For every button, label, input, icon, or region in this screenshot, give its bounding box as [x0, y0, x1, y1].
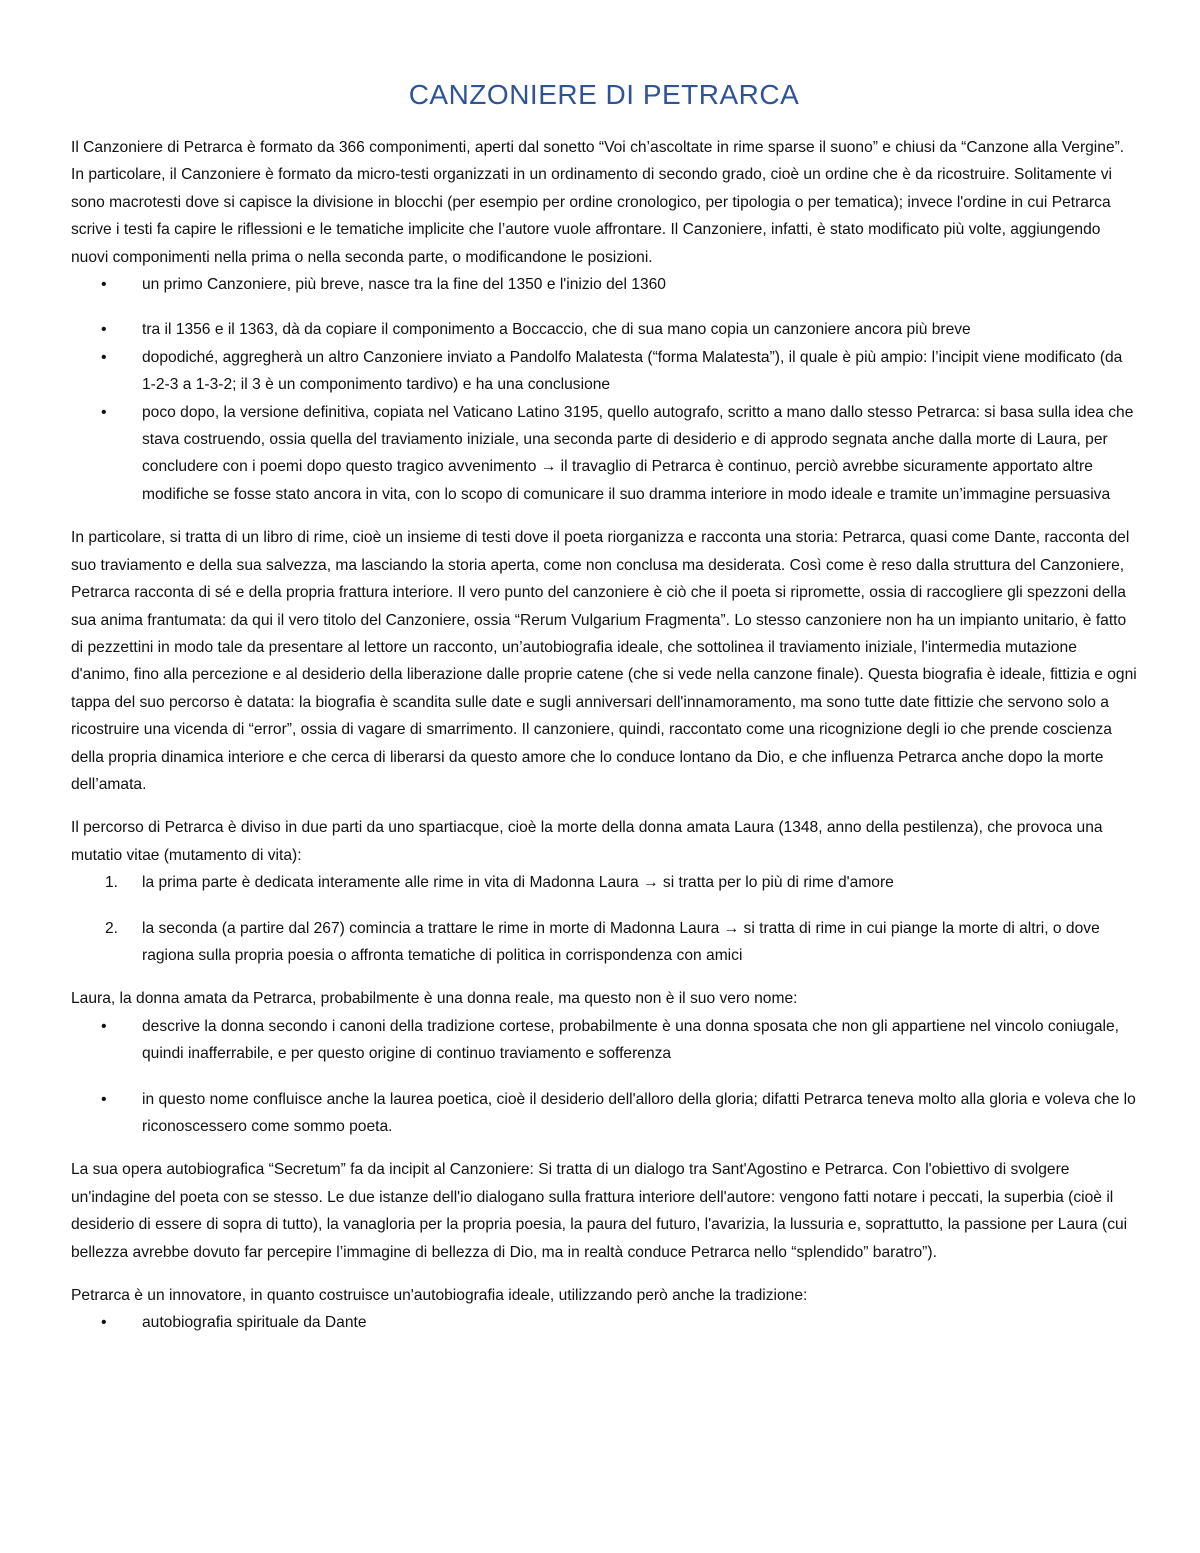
list-item [71, 271, 1137, 298]
list-item-text: la prima parte è dedicata interamente alle rime in vita di Madonna Laura → si tratta per lo più di rime d'amore [142, 874, 894, 892]
list-item-text: un primo Canzoniere, più breve, nasce tra la fine del 1350 e l'inizio del 1360 [142, 276, 666, 294]
list-item-text: dopodiché, aggregherà un altro Canzoniere inviato a Pandolfo Malatesta (“forma Malatesta”), il quale è più ampio: l’incipit viene modificato (da 1-2-3 a 1-3-2; il 3 è un componimento tardivo) e ha una conclusione [142, 348, 1123, 394]
paragraph-innovatore: Petrarca è un innovatore, in quanto costruisce un'autobiografia ideale, utilizzando però anche la tradizione: [71, 1287, 808, 1305]
bullet-icon: • [101, 403, 107, 421]
list-number: 1. [105, 874, 119, 892]
list-item [71, 1309, 1137, 1336]
list-item-text: la seconda (a partire dal 267) comincia a trattare le rime in morte di Madonna Laura → si tratta di rime in cui piange la morte di altri, o dove ragiona sulla propria poesia o affronta tematiche di politica in corrispondenza con amici [142, 919, 1100, 964]
list-item [71, 316, 1137, 343]
numbered-list-parts [71, 869, 1137, 969]
document-page [71, 70, 1137, 1337]
bullet-icon: • [101, 1017, 107, 1035]
list-item-text: descrive la donna secondo i canoni della tradizione cortese, probabilmente è una donna sposata che non gli appartiene nel vincolo coniugale, quindi inafferrabile, e per questo origine di continuo traviamento e sofferenza [142, 1017, 1120, 1063]
list-item-text: poco dopo, la versione definitiva, copiata nel Vaticano Latino 3195, quello autografo, scritto a mano dallo stesso Petrarca: si basa sulla idea che stava costruendo, ossia quella del traviamento iniziale, una seconda parte di desiderio e di approdo segnata anche dalla morte di Laura, per concludere con i poemi dopo questo tragico avvenimento → il travaglio di Petrarca è continuo, perciò avrebbe sicuramente apportato altre modifiche se fosse stato ancora in vita, con lo scopo di comunicare il suo dramma interiore in modo ideale e tramite un’immagine persuasiva [142, 403, 1134, 503]
bullet-list-laura [71, 1013, 1137, 1141]
bullet-icon: • [101, 348, 107, 366]
bullet-icon: • [101, 321, 107, 339]
bullet-icon: • [101, 276, 107, 294]
list-item [71, 344, 1137, 399]
list-item-text: autobiografia spirituale da Dante [142, 1314, 367, 1332]
list-item [71, 869, 1137, 896]
list-number: 2. [105, 919, 119, 937]
page-title: CANZONIERE DI PETRARCA [408, 79, 800, 110]
list-item [71, 915, 1137, 970]
paragraph-secretum: La sua opera autobiografica “Secretum” fa da incipit al Canzoniere: Si tratta di un dialogo tra Sant'Agostino e Petrarca. Con l'obiettivo di svolgere un'indagine del poeta con se stesso. Le due istanze dell'io dialogano sulla frattura interiore dell'autore: vengono fatti notare i peccati, la superbia (cioè il desiderio di essere di sopra di tutto), la vanagloria per la propria poesia, la paura del futuro, l'avarizia, la lussuria e, soprattutto, la passione per Laura (cui bellezza avrebbe dovuto far percepire l’immagine di bellezza di Dio, ma in realtà conduce Petrarca nello “splendido” baratro”). [71, 1161, 1128, 1261]
paragraph-laura: Laura, la donna amata da Petrarca, probabilmente è una donna reale, ma questo non è il suo vero nome: [71, 990, 798, 1008]
paragraph-libro-di-rime: In particolare, si tratta di un libro di rime, cioè un insieme di testi dove il poeta riorganizza e racconta una storia: Petrarca, quasi come Dante, racconta del suo traviamento e della sua salvezza, ma lasciando la storia aperta, come non conclusa ma desiderata. Così come è reso dalla struttura del Canzoniere, Petrarca racconta di sé e della propria frattura interiore. Il vero punto del canzoniere è ciò che il poeta si ripromette, ossia di raccogliere gli spezzoni della sua anima frantumata: da qui il vero titolo del Canzoniere, ossia “Rerum Vulgarium Fragmenta”. Lo stesso canzoniere non ha un impianto unitario, è fatto di pezzettini in modo tale da presentare al lettore un racconto, un’autobiografia ideale, che sottolinea il traviamento iniziale, l'intermedia mutazione d'animo, fino alla percezione e al desiderio della liberazione dalle proprie catene (che si vede nella canzone finale). Questa biografia è ideale, fittizia e ogni tappa del suo percorso è datata: la biografia è scandita sulle date e sugli anniversari dell'innamoramento, ma sono tutte date fittizie che servono solo a ricostruire una vicenda di “error”, ossia di vagare di smarrimento. Il canzoniere, quindi, raccontato come una ricognizione degli io che prende coscienza della propria dinamica interiore e che cerca di liberarsi da questo amore che lo conduce lontano da Dio, e che influenza Petrarca anche dopo la morte dell’amata. [71, 529, 1137, 793]
list-item [71, 1013, 1137, 1068]
bullet-icon: • [101, 1314, 107, 1332]
paragraph-intro: Il Canzoniere di Petrarca è formato da 366 componimenti, aperti dal sonetto “Voi ch’ascoltate in rime sparse il suono” e chiusi da “Canzone alla Vergine”. In particolare, il Canzoniere è formato da micro-testi organizzati in un ordinamento di secondo grado, cioè un ordine che è da ricostruire. Solitamente vi sono macrotesti dove si capisce la divisione in blocchi (per esempio per ordine cronologico, per tipologia o per tematica); invece l'ordine in cui Petrarca scrive i testi fa capire le riflessioni e le tematiche implicite che l’autore vuole affrontare. Il Canzoniere, infatti, è stato modificato più volte, aggiungendo nuovi componimenti nella prima o nella seconda parte, o modificandone le posizioni. [71, 139, 1125, 266]
paragraph-percorso: Il percorso di Petrarca è diviso in due parti da uno spartiacque, cioè la morte della donna amata Laura (1348, anno della pestilenza), che provoca una mutatio vitae (mutamento di vita): [71, 819, 1103, 864]
bullet-list-tradizione [71, 1309, 1137, 1336]
bullet-list-versions [71, 271, 1137, 508]
list-item-text: in questo nome confluisce anche la laurea poetica, cioè il desiderio dell'alloro della gloria; difatti Petrarca teneva molto alla gloria e voleva che lo riconoscessero come sommo poeta. [142, 1090, 1136, 1135]
list-item [71, 399, 1137, 509]
list-item [71, 1086, 1137, 1141]
list-item-text: tra il 1356 e il 1363, dà da copiare il componimento a Boccaccio, che di sua mano copia un canzoniere ancora più breve [142, 321, 971, 339]
bullet-icon: • [101, 1090, 107, 1108]
